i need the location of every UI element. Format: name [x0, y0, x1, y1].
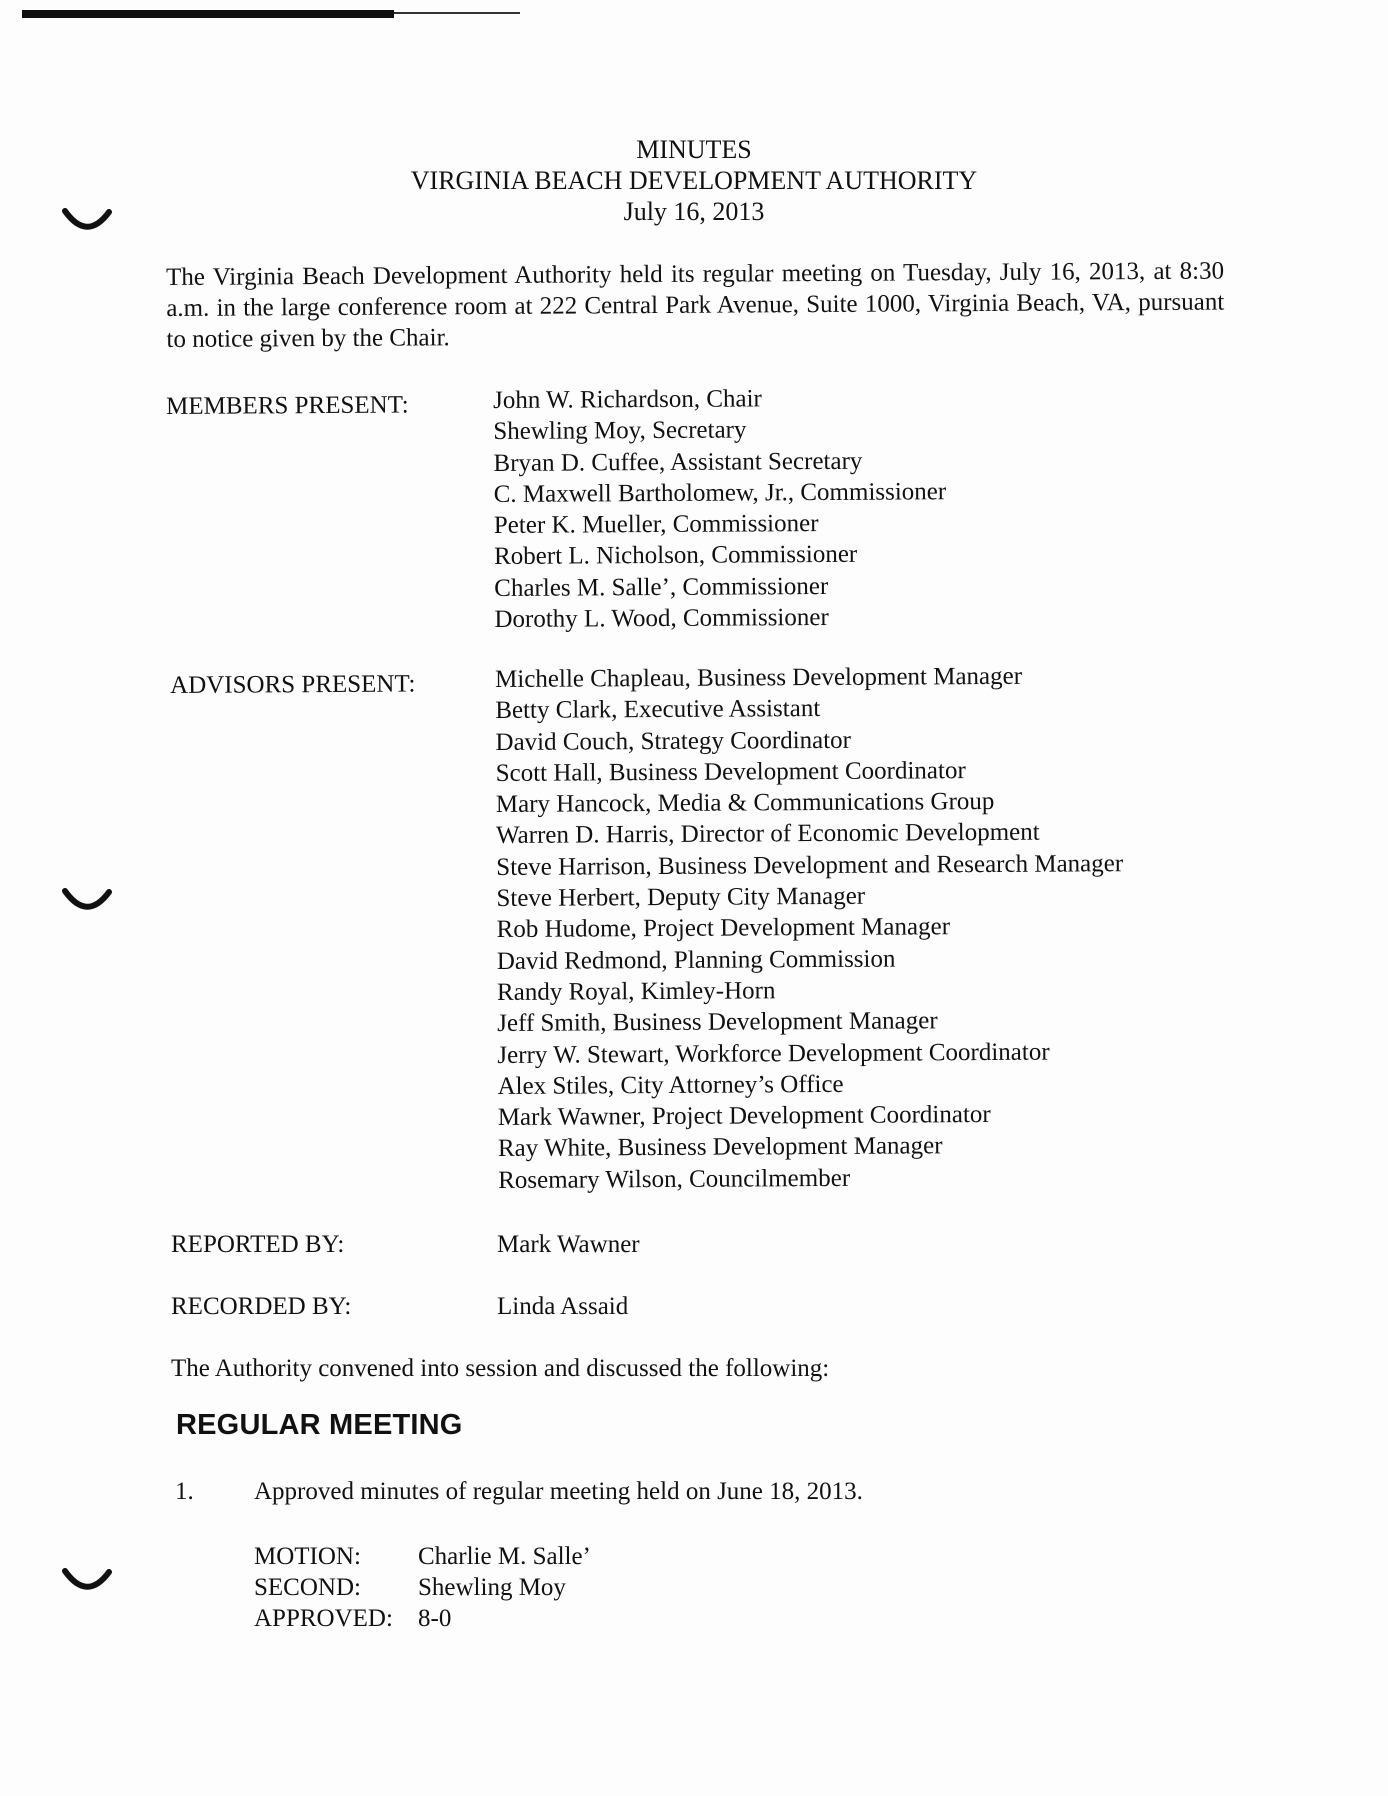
advisor-name: Rob Hudome, Project Development Manager [496, 913, 951, 944]
document-header [0, 134, 1388, 227]
advisor-name: Steve Herbert, Deputy City Manager [496, 882, 866, 913]
intro-paragraph: The Virginia Beach Development Authority held its regular meeting on Tuesday, July 16, 2013, at 8:30 a.m. in the large conference room at 222 Central Park Avenue, Suite 1000, Virginia Beach, VA, pursuant to notice given by the Chair. [166, 257, 1225, 353]
motion-label: MOTION: [254, 1543, 361, 1570]
approved-label: APPROVED: [254, 1605, 393, 1632]
advisor-name: Scott Hall, Business Development Coordinator [495, 757, 966, 787]
header-date: July 16, 2013 [623, 197, 765, 226]
binder-hole-mark [62, 888, 112, 914]
advisor-name: Jeff Smith, Business Development Manager [497, 1007, 938, 1038]
advisor-name: Ray White, Business Development Manager [497, 1132, 943, 1163]
advisor-name: Betty Clark, Executive Assistant [495, 695, 821, 725]
second-value: Shewling Moy [418, 1574, 566, 1601]
header-organization: VIRGINIA BEACH DEVELOPMENT AUTHORITY [410, 166, 978, 195]
agenda-item-text: Approved minutes of regular meeting held on June 18, 2013. [254, 1478, 863, 1505]
members-present-list [493, 382, 947, 635]
recorded-by-label: RECORDED BY: [171, 1293, 352, 1320]
advisor-name: Rosemary Wilson, Councilmember [498, 1164, 851, 1194]
scan-top-line [394, 12, 520, 14]
member-name: Dorothy L. Wood, Commissioner [494, 604, 829, 634]
header-title: MINUTES [636, 135, 752, 164]
agenda-item-number: 1. [175, 1478, 194, 1505]
advisor-name: Alex Stiles, City Attorney’s Office [497, 1070, 844, 1100]
advisor-name: David Redmond, Planning Commission [496, 945, 896, 975]
members-present-label: MEMBERS PRESENT: [166, 391, 409, 420]
member-name: Peter K. Mueller, Commissioner [493, 510, 819, 540]
advisor-name: Jerry W. Stewart, Workforce Development Coordinator [497, 1038, 1050, 1069]
approved-value: 8-0 [418, 1605, 452, 1632]
reported-by-value: Mark Wawner [497, 1231, 640, 1258]
member-name: Robert L. Nicholson, Commissioner [493, 541, 858, 571]
member-name: Charles M. Salle’, Commissioner [494, 572, 829, 602]
advisor-name: Warren D. Harris, Director of Economic Development [495, 819, 1040, 850]
member-name: Bryan D. Cuffee, Assistant Secretary [493, 447, 863, 477]
motion-value: Charlie M. Salle’ [418, 1543, 591, 1570]
advisor-name: David Couch, Strategy Coordinator [495, 726, 852, 756]
convened-statement: The Authority convened into session and discussed the following: [171, 1355, 830, 1382]
member-name: C. Maxwell Bartholomew, Jr., Commissioner [493, 478, 947, 508]
reported-by-label: REPORTED BY: [171, 1231, 345, 1258]
binder-hole-mark [62, 1568, 112, 1594]
motion-block [254, 1541, 591, 1634]
scan-top-bar [22, 10, 394, 18]
advisor-name: Mark Wawner, Project Development Coordinator [497, 1101, 991, 1132]
section-heading: REGULAR MEETING [176, 1409, 463, 1441]
motion-row [254, 1541, 591, 1572]
advisor-name: Steve Harrison, Business Development and Research Manager [496, 849, 1124, 881]
advisor-name: Michelle Chapleau, Business Development Manager [495, 662, 1023, 693]
advisor-name: Mary Hancock, Media & Communications Group [495, 788, 995, 819]
member-name: Shewling Moy, Secretary [493, 416, 747, 446]
second-row [254, 1572, 591, 1603]
advisors-present-label: ADVISORS PRESENT: [170, 670, 416, 699]
member-name: John W. Richardson, Chair [493, 385, 762, 414]
advisors-present-list [495, 660, 1125, 1196]
approved-row [254, 1603, 591, 1634]
advisor-name: Randy Royal, Kimley-Horn [496, 977, 776, 1006]
second-label: SECOND: [254, 1574, 361, 1601]
recorded-by-value: Linda Assaid [497, 1293, 629, 1320]
